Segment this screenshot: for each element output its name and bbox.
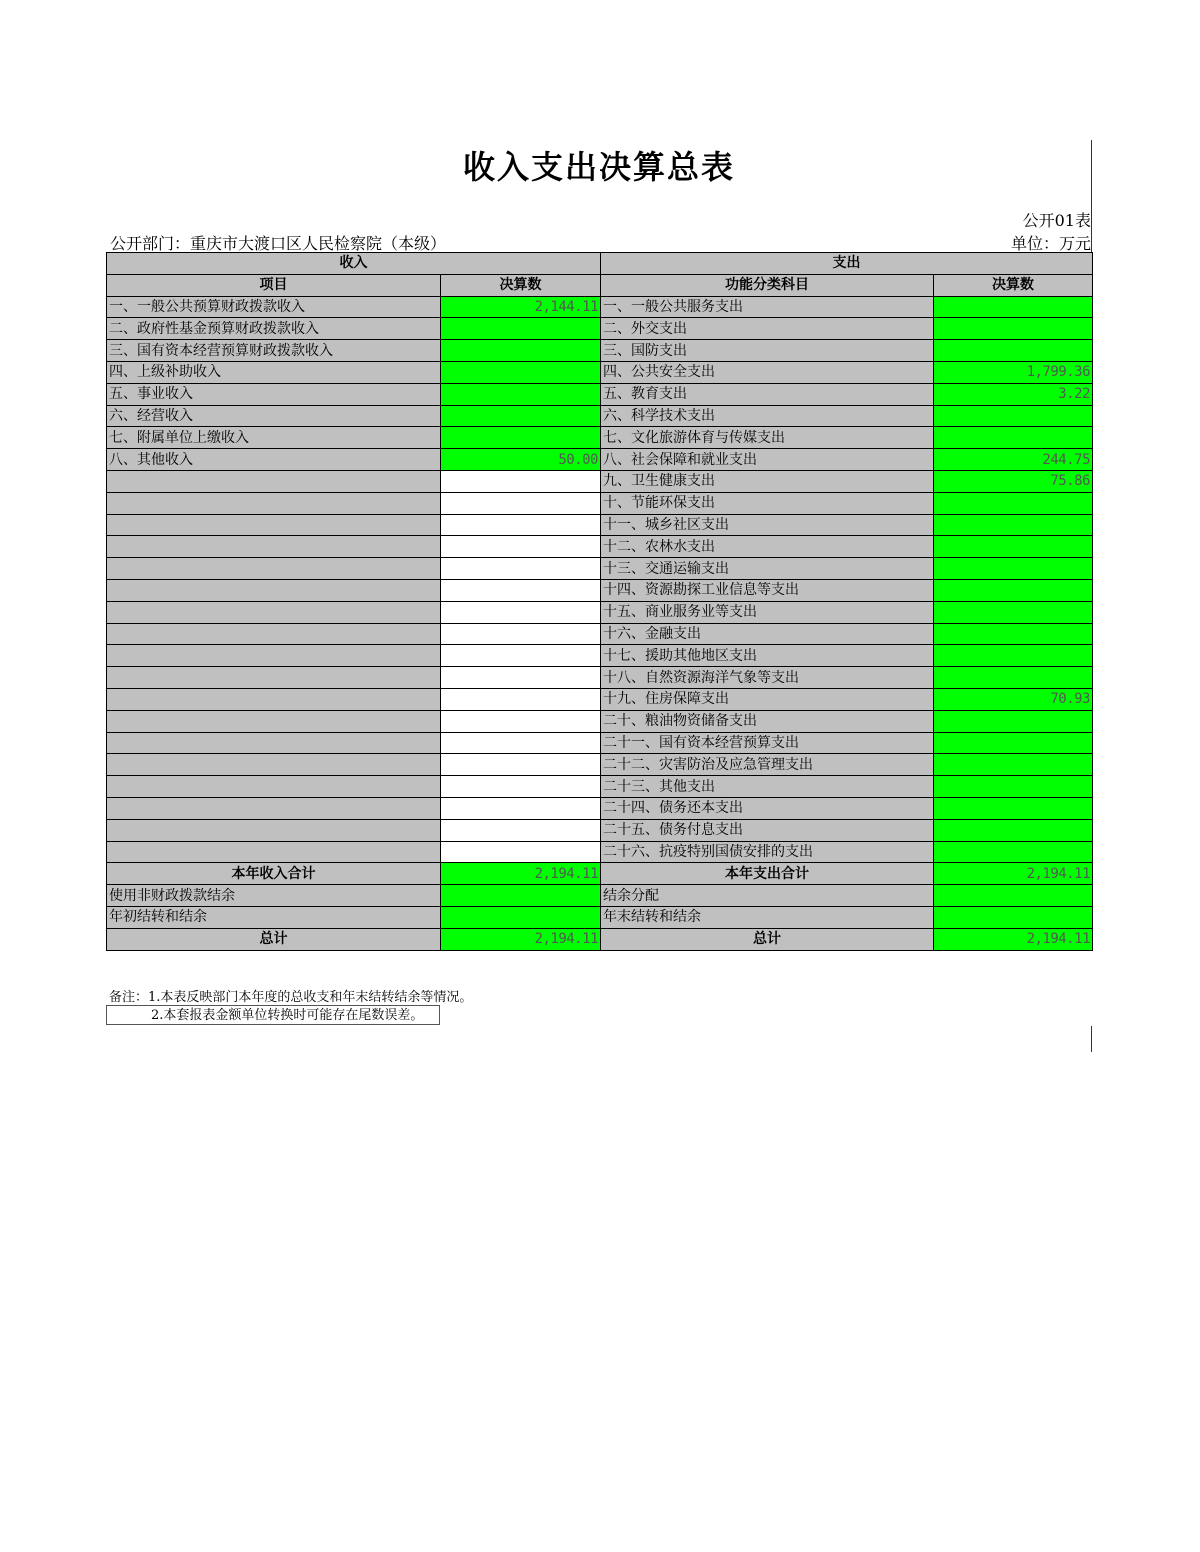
income-item xyxy=(107,514,441,536)
expense-item: 十一、城乡社区支出 xyxy=(601,514,934,536)
table-row xyxy=(107,514,1093,536)
expense-item: 五、教育支出 xyxy=(601,383,934,405)
income-value xyxy=(441,427,601,449)
amount-header: 决算数 xyxy=(441,274,601,296)
income-item xyxy=(107,645,441,667)
expense-item: 二十三、其他支出 xyxy=(601,776,934,798)
expense-value xyxy=(934,623,1093,645)
table-row xyxy=(107,688,1093,710)
income-item xyxy=(107,819,441,841)
income-value xyxy=(441,361,601,383)
income-item: 八、其他收入 xyxy=(107,449,441,471)
table-row xyxy=(107,645,1093,667)
table-row xyxy=(107,492,1093,514)
income-item: 三、国有资本经营预算财政拨款收入 xyxy=(107,340,441,362)
distribution-value xyxy=(934,885,1093,907)
expense-value xyxy=(934,340,1093,362)
non-fiscal-label: 使用非财政拨款结余 xyxy=(107,885,441,907)
income-item xyxy=(107,797,441,819)
income-value: 2,144.11 xyxy=(441,296,601,318)
income-value xyxy=(441,710,601,732)
income-item: 二、政府性基金预算财政拨款收入 xyxy=(107,318,441,340)
expense-item: 二十四、债务还本支出 xyxy=(601,797,934,819)
income-value xyxy=(441,405,601,427)
income-value xyxy=(441,623,601,645)
income-value xyxy=(441,841,601,863)
income-item: 七、附属单位上缴收入 xyxy=(107,427,441,449)
table-row xyxy=(107,601,1093,623)
balance-row-2 xyxy=(107,906,1093,928)
expense-value xyxy=(934,558,1093,580)
income-value xyxy=(441,776,601,798)
table-row xyxy=(107,754,1093,776)
income-item: 一、一般公共预算财政拨款收入 xyxy=(107,296,441,318)
expense-value xyxy=(934,579,1093,601)
table-row xyxy=(107,579,1093,601)
table-row xyxy=(107,405,1093,427)
page-title: 收入支出决算总表 xyxy=(462,148,735,186)
table-row xyxy=(107,536,1093,558)
table-row xyxy=(107,776,1093,798)
expense-value xyxy=(934,427,1093,449)
expense-item: 六、科学技术支出 xyxy=(601,405,934,427)
grand-income-value: 2,194.11 xyxy=(441,928,601,950)
income-item xyxy=(107,470,441,492)
income-item xyxy=(107,623,441,645)
non-fiscal-value xyxy=(441,885,601,907)
income-value xyxy=(441,601,601,623)
begin-balance-label: 年初结转和结余 xyxy=(107,906,441,928)
income-item xyxy=(107,558,441,580)
expense-value xyxy=(934,645,1093,667)
income-item xyxy=(107,732,441,754)
expense-value xyxy=(934,710,1093,732)
income-value xyxy=(441,340,601,362)
unit-label: 单位：万元 xyxy=(1010,234,1091,253)
income-value xyxy=(441,558,601,580)
expense-value xyxy=(934,841,1093,863)
totals-body xyxy=(107,863,1093,950)
expense-value xyxy=(934,492,1093,514)
table-body xyxy=(107,253,1093,863)
expense-value: 75.86 xyxy=(934,470,1093,492)
income-item: 六、经营收入 xyxy=(107,405,441,427)
table-row xyxy=(107,710,1093,732)
expense-item: 二十一、国有资本经营预算支出 xyxy=(601,732,934,754)
expense-total-label: 本年支出合计 xyxy=(601,863,934,885)
expense-value xyxy=(934,667,1093,689)
table-row xyxy=(107,318,1093,340)
income-value xyxy=(441,819,601,841)
end-balance-value xyxy=(934,906,1093,928)
expense-value xyxy=(934,514,1093,536)
expense-value xyxy=(934,732,1093,754)
expense-item: 二十六、抗疫特别国债安排的支出 xyxy=(601,841,934,863)
expense-item: 一、一般公共服务支出 xyxy=(601,296,934,318)
func-item-header: 功能分类科目 xyxy=(601,274,934,296)
table-row xyxy=(107,427,1093,449)
note-2: 2.本套报表金额单位转换时可能存在尾数误差。 xyxy=(106,1005,440,1025)
income-item: 四、上级补助收入 xyxy=(107,361,441,383)
grand-total-label: 总计 xyxy=(107,928,441,950)
expense-item: 二十二、灾害防治及应急管理支出 xyxy=(601,754,934,776)
grand-total-label-2: 总计 xyxy=(601,928,934,950)
expense-value xyxy=(934,776,1093,798)
department-label: 公开部门：重庆市大渡口区人民检察院（本级） xyxy=(110,234,447,253)
expense-value xyxy=(934,797,1093,819)
income-value xyxy=(441,754,601,776)
income-item xyxy=(107,536,441,558)
expense-item: 十、节能环保支出 xyxy=(601,492,934,514)
table-row xyxy=(107,558,1093,580)
expense-item: 八、社会保障和就业支出 xyxy=(601,449,934,471)
table-row xyxy=(107,623,1093,645)
expense-header: 支出 xyxy=(601,253,1093,275)
income-value xyxy=(441,732,601,754)
expense-item: 二十五、债务付息支出 xyxy=(601,819,934,841)
expense-item: 十七、援助其他地区支出 xyxy=(601,645,934,667)
income-value xyxy=(441,797,601,819)
income-total-value: 2,194.11 xyxy=(441,863,601,885)
expense-item: 十二、农林水支出 xyxy=(601,536,934,558)
table-row xyxy=(107,797,1093,819)
income-item xyxy=(107,710,441,732)
expense-value: 3.22 xyxy=(934,383,1093,405)
income-value xyxy=(441,470,601,492)
distribution-label: 结余分配 xyxy=(601,885,934,907)
expense-value xyxy=(934,296,1093,318)
income-item xyxy=(107,492,441,514)
table-row xyxy=(107,340,1093,362)
table-row xyxy=(107,470,1093,492)
expense-value xyxy=(934,819,1093,841)
end-balance-label: 年末结转和结余 xyxy=(601,906,934,928)
income-item xyxy=(107,579,441,601)
income-item: 五、事业收入 xyxy=(107,383,441,405)
expense-item: 十五、商业服务业等支出 xyxy=(601,601,934,623)
expense-item: 四、公共安全支出 xyxy=(601,361,934,383)
income-total-label: 本年收入合计 xyxy=(107,863,441,885)
expense-item: 十四、资源勘探工业信息等支出 xyxy=(601,579,934,601)
income-header: 收入 xyxy=(107,253,601,275)
right-border-line-bottom xyxy=(1091,1026,1092,1052)
income-value xyxy=(441,383,601,405)
expense-value: 70.93 xyxy=(934,688,1093,710)
expense-item: 十九、住房保障支出 xyxy=(601,688,934,710)
expense-value: 1,799.36 xyxy=(934,361,1093,383)
form-code: 公开01表 xyxy=(1022,211,1091,230)
expense-value xyxy=(934,601,1093,623)
income-item xyxy=(107,776,441,798)
expense-item: 七、文化旅游体育与传媒支出 xyxy=(601,427,934,449)
table-row xyxy=(107,841,1093,863)
income-item xyxy=(107,841,441,863)
table-row xyxy=(107,667,1093,689)
table-row xyxy=(107,449,1093,471)
begin-balance-value xyxy=(441,906,601,928)
income-value xyxy=(441,579,601,601)
income-value xyxy=(441,514,601,536)
expense-total-value: 2,194.11 xyxy=(934,863,1093,885)
budget-table xyxy=(106,252,1093,951)
expense-item: 二、外交支出 xyxy=(601,318,934,340)
income-value xyxy=(441,318,601,340)
year-total-row xyxy=(107,863,1093,885)
grand-total-row xyxy=(107,928,1093,950)
expense-item: 九、卫生健康支出 xyxy=(601,470,934,492)
balance-row-1 xyxy=(107,885,1093,907)
income-value xyxy=(441,645,601,667)
expense-item: 二十、粮油物资储备支出 xyxy=(601,710,934,732)
table-row xyxy=(107,361,1093,383)
table-row xyxy=(107,383,1093,405)
expense-value xyxy=(934,536,1093,558)
expense-value xyxy=(934,405,1093,427)
income-item xyxy=(107,688,441,710)
column-header-row xyxy=(107,274,1093,296)
grand-expense-value: 2,194.11 xyxy=(934,928,1093,950)
income-value: 50.00 xyxy=(441,449,601,471)
section-header-row xyxy=(107,253,1093,275)
income-item xyxy=(107,754,441,776)
expense-value xyxy=(934,318,1093,340)
income-item xyxy=(107,601,441,623)
income-value xyxy=(441,667,601,689)
table-row xyxy=(107,296,1093,318)
table-row xyxy=(107,732,1093,754)
expense-value xyxy=(934,754,1093,776)
item-header: 项目 xyxy=(107,274,441,296)
amount-header-2: 决算数 xyxy=(934,274,1093,296)
note-1: 备注：1.本表反映部门本年度的总收支和年末结转结余等情况。 xyxy=(109,990,473,1005)
income-value xyxy=(441,688,601,710)
expense-item: 十八、自然资源海洋气象等支出 xyxy=(601,667,934,689)
income-item xyxy=(107,667,441,689)
income-value xyxy=(441,492,601,514)
table-row xyxy=(107,819,1093,841)
expense-item: 十六、金融支出 xyxy=(601,623,934,645)
expense-value: 244.75 xyxy=(934,449,1093,471)
expense-item: 三、国防支出 xyxy=(601,340,934,362)
expense-item: 十三、交通运输支出 xyxy=(601,558,934,580)
income-value xyxy=(441,536,601,558)
